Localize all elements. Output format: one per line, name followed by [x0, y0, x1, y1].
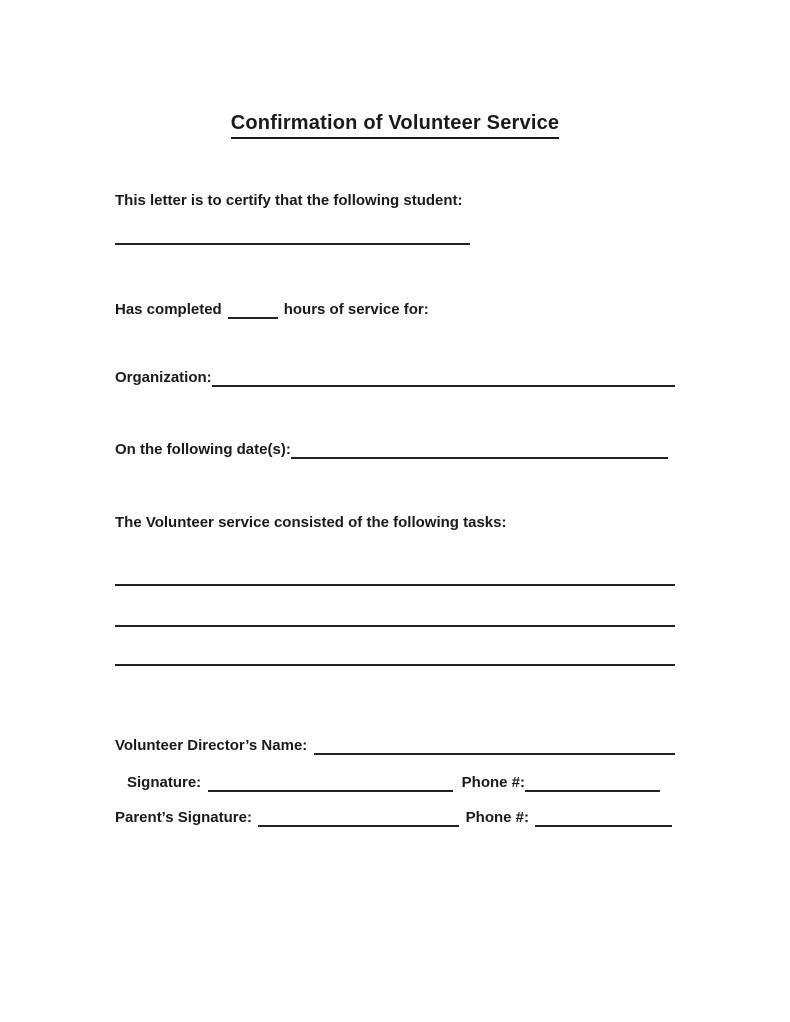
organization-label: Organization: [115, 369, 212, 386]
intro-label: This letter is to certify that the following student: [115, 192, 463, 209]
director-name-field[interactable] [314, 736, 675, 755]
tasks-line-3[interactable] [115, 664, 675, 666]
organization-field[interactable] [212, 368, 675, 387]
hours-suffix-label: hours of service for: [283, 301, 429, 318]
director-name-label: Volunteer Director’s Name: [115, 737, 308, 754]
director-phone-field[interactable] [525, 773, 660, 792]
director-phone-label: Phone #: [461, 774, 525, 791]
parent-signature-row [115, 808, 672, 827]
tasks-heading-row [115, 513, 675, 532]
tasks-line-1[interactable] [115, 584, 675, 586]
director-signature-label: Signature: [127, 774, 202, 791]
dates-field[interactable] [291, 440, 668, 459]
student-name-field[interactable] [115, 243, 470, 245]
organization-row [115, 368, 675, 387]
parent-signature-label: Parent’s Signature: [115, 809, 252, 826]
director-name-row [115, 736, 675, 755]
tasks-label: The Volunteer service consisted of the following tasks: [115, 514, 507, 531]
intro-row [115, 191, 675, 210]
hours-prefix-label: Has completed [115, 301, 222, 318]
parent-phone-field[interactable] [535, 808, 672, 827]
dates-label: On the following date(s): [115, 441, 291, 458]
page-title-text: Confirmation of Volunteer Service [231, 112, 560, 139]
parent-phone-label: Phone #: [465, 809, 529, 826]
director-signature-row [127, 773, 660, 792]
tasks-line-2[interactable] [115, 625, 675, 627]
hours-field[interactable] [228, 300, 278, 319]
parent-signature-field[interactable] [258, 808, 459, 827]
page-title [0, 112, 790, 139]
hours-row [115, 300, 675, 319]
dates-row [115, 440, 668, 459]
director-signature-field[interactable] [208, 773, 452, 792]
